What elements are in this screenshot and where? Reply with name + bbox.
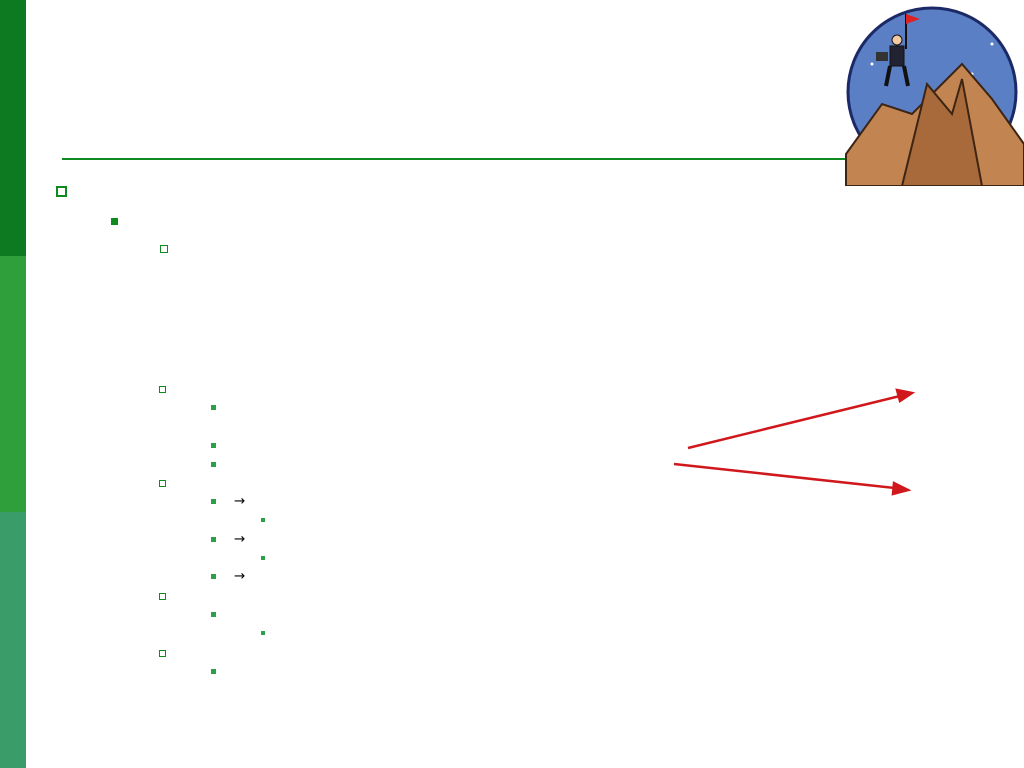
arrow-right-icon: → xyxy=(234,531,246,547)
arrow-right-icon: → xyxy=(234,568,246,584)
red-arrows xyxy=(674,390,912,494)
arrow-right-icon: → xyxy=(234,493,246,509)
